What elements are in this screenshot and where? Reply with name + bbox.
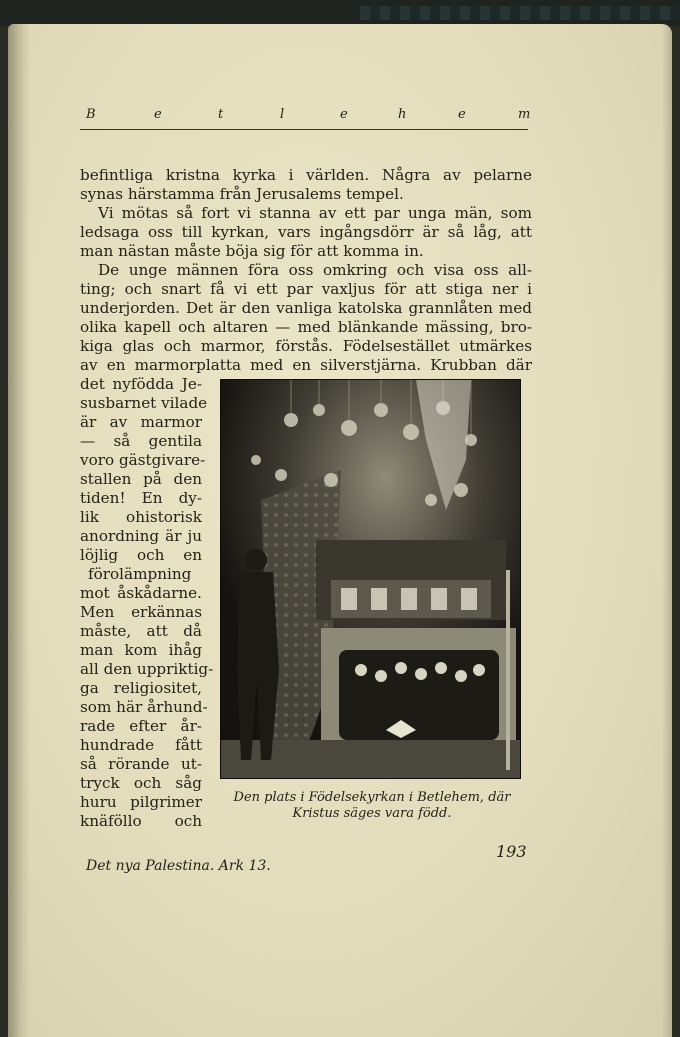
body-line: man nästan måste böja sig för att komma in. xyxy=(80,242,424,260)
header-rule xyxy=(80,129,528,130)
body-line: av en marmorplatta med en silverstjärna. Krubban där xyxy=(80,356,532,374)
column-line: hundrade fått xyxy=(80,736,202,754)
column-line: huru pilgrimer xyxy=(80,793,202,811)
column-line: susbarnet vilade xyxy=(80,394,208,412)
column-line: knäföllo och xyxy=(80,812,202,830)
page-spine-shadow xyxy=(8,24,30,1037)
running-head-letter: m xyxy=(518,107,531,122)
column-line: tryck och såg xyxy=(80,774,202,792)
grotto-photo-illustration xyxy=(221,380,520,778)
running-head-letter: e xyxy=(154,107,162,122)
column-line: som här århund- xyxy=(80,698,208,716)
caption-line-2: Kristus säges vara född. xyxy=(292,806,452,821)
running-head-letter: l xyxy=(280,107,285,122)
running-head-letter: e xyxy=(340,107,348,122)
body-line: underjorden. Det är den vanliga katolska grannlåten med xyxy=(80,299,532,317)
column-line: måste, att då xyxy=(80,622,202,640)
page-edge-shadow xyxy=(662,24,672,1037)
body-line: ledsaga oss till kyrkan, vars ingångsdörr är så låg, att xyxy=(80,223,532,241)
column-line: det nyfödda Je- xyxy=(80,375,202,393)
body-line: olika kapell och altaren — med blänkande mässing, bro- xyxy=(80,318,532,336)
running-head-letter: h xyxy=(398,107,407,122)
column-line: stallen på den xyxy=(80,470,202,488)
photo-caption xyxy=(214,790,530,822)
column-line: rade efter år- xyxy=(80,717,202,735)
column-line: mot åskådarne. xyxy=(80,584,202,602)
column-line: all den uppriktig- xyxy=(80,660,214,678)
column-line: tiden! En dy- xyxy=(80,489,202,507)
body-line: befintliga kristna kyrka i världen. Några av pelarne xyxy=(80,166,532,184)
body-line: De unge männen föra oss omkring och visa oss all- xyxy=(98,261,532,279)
column-line: voro gästgivare- xyxy=(80,451,206,469)
column-line: löjlig och en xyxy=(80,546,202,564)
column-line: Men erkännas xyxy=(80,603,202,621)
scanner-strip xyxy=(360,6,680,20)
running-head-letter: t xyxy=(218,107,224,122)
photograph xyxy=(220,379,521,779)
column-line: — så gentila xyxy=(80,432,202,450)
body-line: kiga glas och marmor, förstås. Födelsestället utmärkes xyxy=(80,337,532,355)
column-line: är av marmor xyxy=(80,413,202,431)
column-line: lik ohistorisk xyxy=(80,508,202,526)
body-line: synas härstamma från Jerusalems tempel. xyxy=(80,185,404,203)
scanner-background xyxy=(0,0,680,26)
column-line: förolämpning xyxy=(88,565,192,583)
column-line: man kom ihåg xyxy=(80,641,202,659)
running-head xyxy=(82,103,531,129)
running-head-letter: e xyxy=(458,107,466,122)
page-number: 193 xyxy=(496,842,527,861)
running-head-letter: B xyxy=(86,107,96,122)
body-line: Vi mötas så fort vi stanna av ett par unga män, som xyxy=(98,204,532,222)
column-line: ga religiositet, xyxy=(80,679,202,697)
column-line: anordning är ju xyxy=(80,527,202,545)
body-line: ting; och snart få vi ett par vaxljus för att stiga ner i xyxy=(80,280,532,298)
column-line: så rörande ut- xyxy=(80,755,202,773)
caption-line-1: Den plats i Födelsekyrkan i Betlehem, där xyxy=(233,790,511,805)
signature-footer: Det nya Palestina. Ark 13. xyxy=(86,858,271,874)
